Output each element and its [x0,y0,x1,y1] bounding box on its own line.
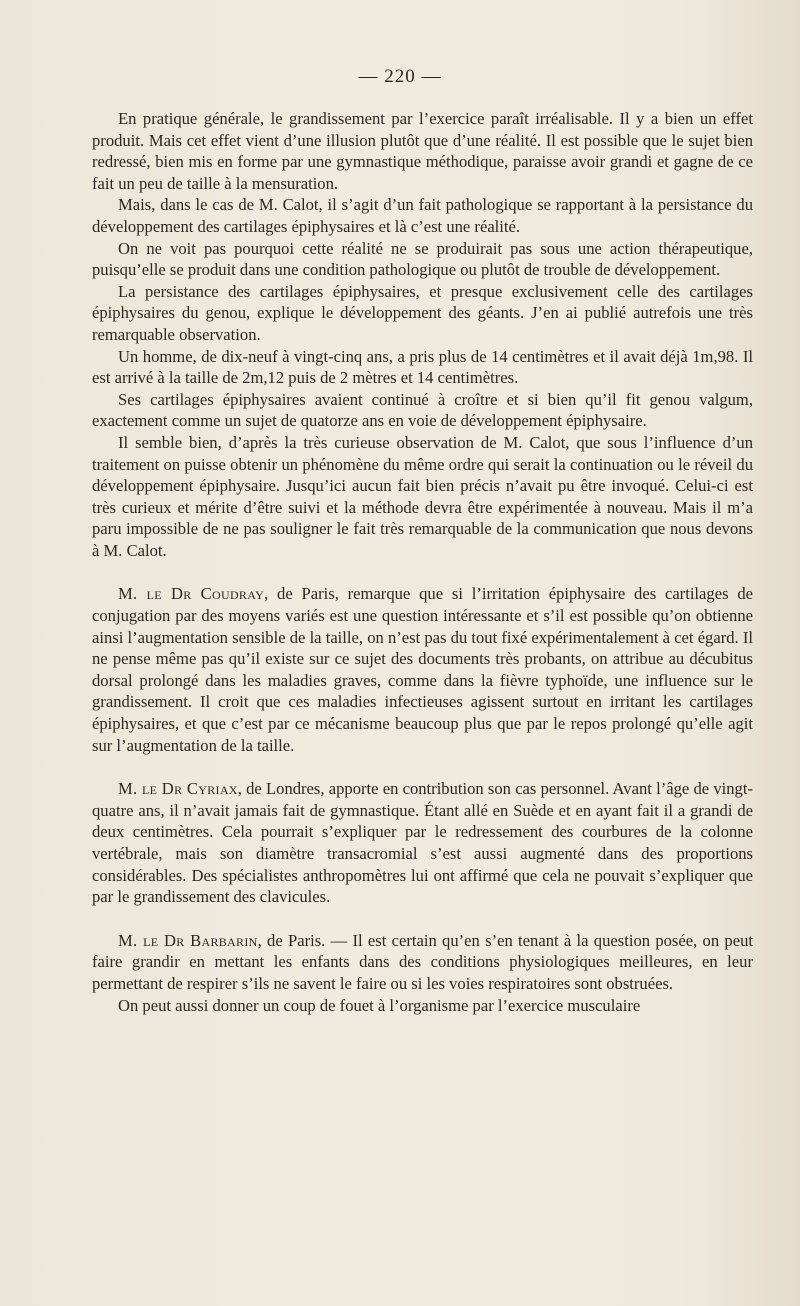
paragraph: On ne voit pas pourquoi cette réalité ne se produirait pas sous une action thérapeutique, puisqu’elle se produit dans une condition pathologique ou plutôt de trouble de développement. [92,238,753,280]
paragraph: Il semble bien, d’après la très curieuse observation de M. Calot, que sous l’influence d’un traitement on puisse obtenir un phénomène du même ordre qui serait la continuation ou le réveil du développement épiphysaire. Jusqu’ici aucun fait bien précis n’avait pu être invoqué. Celui-ci est très curieux et mérite d’être suivi et la méthode devra être expérimentée à nouveau. Mais il m’a paru impossible de ne pas souligner le fait très remarquable de la communication que nous devons à M. Calot. [92,432,753,560]
body-text [92,108,753,1016]
page-number: — 220 — [358,66,442,87]
paragraph: Mais, dans le cas de M. Calot, il s’agit d’un fait pathologique se rapportant à la persistance du développement des cartilages épiphysaires et là c’est une réalité. [92,195,753,236]
paragraph-text: , de Paris, remarque que si l’irritation épiphysaire des cartilages de conjugation par des moyens variés est une question intéressante et s’il est possible qu’on obtienne ainsi l’augmentation sensible de la taille, on n’est pas du tout fixé expérimentalement à cet égard. Il ne pense même pas qu’il existe sur ce sujet des documents très probants, on attribue au décubitus dorsal prolongé dans les maladies graves, comme dans la fièvre typhoïde, une influence sur le grandissement. Il croit que ces maladies infectieuses agissent surtout en irritant les cartilages épiphysaires, et que c’est par ce mécanisme beaucoup plus que par le repos prolongé qu’elle agit sur l’augmentation de la taille. [92,584,753,755]
paragraph-text: , de Paris. — Il est certain qu’en s’en tenant à la question posée, on peut faire grandir en mettant les enfants dans des conditions physiologiques meilleures, en leur permettant de respirer s’ils ne savent le faire ou si les voies respiratoires sont obstruées. [92,930,754,993]
speaker-name: M. le Dr Cyriax [118,779,238,799]
paragraph: La persistance des cartilages épiphysaires, et presque exclusivement celle des cartilages épiphysaires du genou, explique le développement des géants. J’en ai publié autrefois une très remarquable observation. [92,281,753,344]
paragraph-coudray [92,583,753,756]
speaker-name: M. le Dr Coudray [118,584,265,604]
paragraph: Un homme, de dix-neuf à vingt-cinq ans, a pris plus de 14 centimètres et il avait déjà 1m,98. Il est arrivé à la taille de 2m,12 puis de 2 mètres et 14 centimètres. [92,346,753,388]
paragraph: Ses cartilages épiphysaires avaient continué à croître et si bien qu’il fit genou valgum, exactement comme un sujet de quatorze ans en voie de développement épiphysaire. [92,389,753,431]
paragraph-barbarin [92,930,753,995]
paragraph-cyriax [92,778,753,908]
paragraph-text: , de Londres, apporte en contribution son cas personnel. Avant l’âge de vingt-quatre ans, il n’avait jamais fait de gymnastique. Étant allé en Suède et en ayant fait il a grandi de deux centimètres. Cela pourrait s’expliquer par le redressement des courbures de la colonne vertébrale, mais son diamètre transacromial s’est aussi augmenté dans des proportions considérables. Des spécialistes anthropomètres lui ont affirmé que cela ne pouvait s’expliquer que par le grandissement des clavicules. [92,779,753,907]
paragraph: En pratique générale, le grandissement par l’exercice paraît irréalisable. Il y a bien un effet produit. Mais cet effet vient d’une illusion plutôt que d’une réalité. Il est possible que le sujet bien redressé, bien mis en forme par une gymnastique méthodique, paraisse avoir grandi et gagne de ce fait un peu de taille à la mensuration. [92,109,753,193]
speaker-name: M. le Dr Barbarin [118,930,258,950]
paragraph: On peut aussi donner un coup de fouet à l’organisme par l’exercice musculaire [118,995,641,1015]
